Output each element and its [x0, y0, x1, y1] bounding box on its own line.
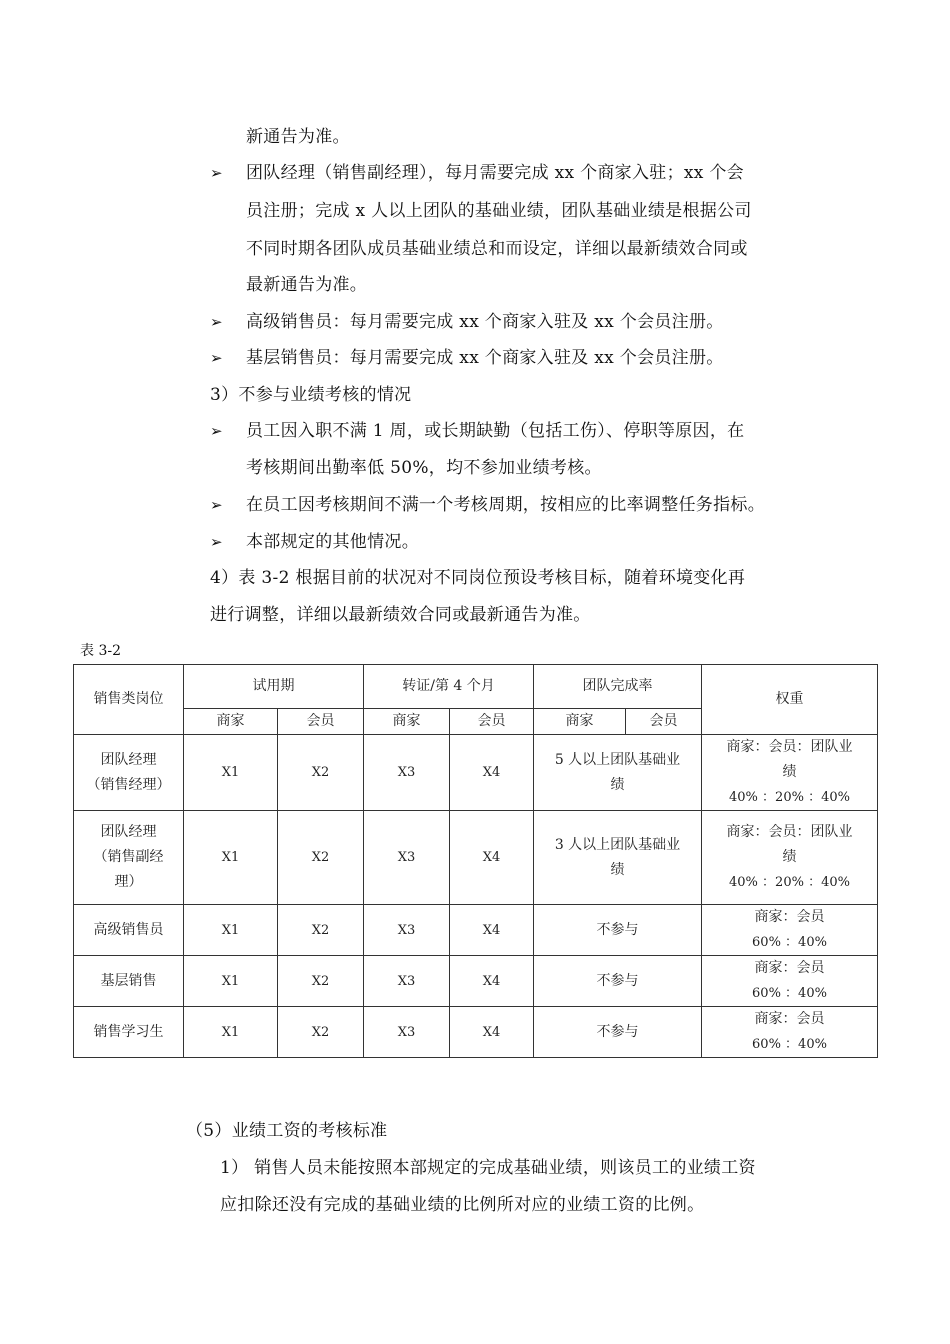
weight-ratio: 40% ：20% ：40%: [729, 875, 850, 890]
value-cell: X1: [184, 735, 278, 811]
value-cell: X1: [184, 905, 278, 956]
text-line: 新通告为准。: [246, 127, 350, 147]
bullet-arrow-icon: ➢: [210, 533, 223, 551]
table-row: [74, 811, 878, 905]
table-row: [74, 735, 878, 811]
position-cell: [74, 735, 184, 811]
weight-ratio: 60% ：40%: [752, 986, 827, 1001]
value-cell: X3: [364, 811, 450, 905]
header-weight: 权重: [702, 665, 878, 735]
text-line: 团队经理（销售副经理），每月需要完成 xx 个商家入驻；xx 个会: [246, 163, 744, 183]
value-cell: X2: [278, 905, 364, 956]
header-position: 销售类岗位: [74, 665, 184, 735]
value-cell: X3: [364, 956, 450, 1007]
bullet-arrow-icon: ➢: [210, 349, 223, 367]
assessment-table: [73, 664, 878, 1058]
value-cell: X1: [184, 1007, 278, 1058]
text-line: 考核期间出勤率低 50%，均不参加业绩考核。: [246, 458, 602, 478]
table-header-row: [74, 665, 878, 709]
text-line: 应扣除还没有完成的基础业绩的比例所对应的业绩工资的比例。: [220, 1195, 705, 1215]
weight-ratio: 60% ：40%: [752, 935, 827, 950]
header-team-rate: 团队完成率: [534, 665, 702, 709]
position-name: （销售副经: [93, 849, 164, 865]
value-cell: X4: [450, 1007, 534, 1058]
weight-text: 商家：会员: [754, 909, 825, 925]
text-line: 不同时期各团队成员基础业绩总和而设定，详细以最新绩效合同或: [246, 239, 748, 259]
team-rate-cell: 不参与: [534, 956, 702, 1007]
text-line: 员工因入职不满 1 周，或长期缺勤（包括工伤）、停职等原因，在: [246, 421, 745, 441]
value-cell: X2: [278, 1007, 364, 1058]
table-caption: 表 3-2: [80, 643, 121, 659]
team-rate-text: 绩: [610, 861, 625, 878]
header-probation: 试用期: [184, 665, 364, 709]
value-cell: X4: [450, 735, 534, 811]
weight-cell: [702, 956, 878, 1007]
weight-cell: [702, 735, 878, 811]
value-cell: X3: [364, 905, 450, 956]
weight-cell: [702, 905, 878, 956]
team-rate-text: 3 人以上团队基础业: [554, 836, 681, 853]
subheader-member: 会员: [626, 709, 702, 735]
position-name: （销售经理）: [86, 776, 171, 793]
subheader-merchant: 商家: [364, 709, 450, 735]
section-heading: （5）业绩工资的考核标准: [186, 1121, 388, 1141]
text-line: 1） 销售人员未能按照本部规定的完成基础业绩，则该员工的业绩工资: [220, 1158, 756, 1178]
position-name: 团队经理: [100, 751, 157, 768]
subheader-member: 会员: [278, 709, 364, 735]
bullet-arrow-icon: ➢: [210, 496, 223, 514]
weight-ratio: 40% ：20% ：40%: [729, 790, 850, 805]
text-line: 最新通告为准。: [246, 275, 368, 295]
position-name: 团队经理: [100, 824, 157, 840]
value-cell: X1: [184, 811, 278, 905]
subheading: 3）不参与业绩考核的情况: [210, 385, 412, 405]
weight-cell: [702, 1007, 878, 1058]
subheader-merchant: 商家: [184, 709, 278, 735]
table-row: [74, 1007, 878, 1058]
value-cell: X1: [184, 956, 278, 1007]
position-cell: 销售学习生: [74, 1007, 184, 1058]
team-rate-cell: [534, 811, 702, 905]
weight-text: 商家：会员：团队业: [726, 824, 853, 840]
value-cell: X2: [278, 735, 364, 811]
team-rate-text: 5 人以上团队基础业: [554, 751, 681, 768]
text-line: 高级销售员：每月需要完成 xx 个商家入驻及 xx 个会员注册。: [246, 312, 724, 332]
value-cell: X2: [278, 956, 364, 1007]
position-name: 理）: [114, 874, 143, 890]
team-rate-text: 绩: [610, 776, 625, 793]
table-row: [74, 956, 878, 1007]
bullet-arrow-icon: ➢: [210, 422, 223, 440]
team-rate-cell: 不参与: [534, 905, 702, 956]
text-line: 进行调整，详细以最新绩效合同或最新通告为准。: [210, 605, 591, 625]
value-cell: X3: [364, 1007, 450, 1058]
text-line: 基层销售员：每月需要完成 xx 个商家入驻及 xx 个会员注册。: [246, 348, 724, 368]
text-line: 4）表 3-2 根据目前的状况对不同岗位预设考核目标，随着环境变化再: [210, 568, 746, 588]
team-rate-cell: [534, 735, 702, 811]
position-cell: 基层销售: [74, 956, 184, 1007]
bullet-arrow-icon: ➢: [210, 164, 223, 182]
value-cell: X4: [450, 956, 534, 1007]
text-line: 本部规定的其他情况。: [246, 532, 419, 552]
bullet-arrow-icon: ➢: [210, 313, 223, 331]
position-cell: [74, 811, 184, 905]
text-line: 员注册；完成 x 人以上团队的基础业绩，团队基础业绩是根据公司: [246, 201, 752, 221]
weight-ratio: 60% ：40%: [752, 1037, 827, 1052]
weight-text: 绩: [782, 764, 797, 780]
weight-text: 商家：会员：团队业: [726, 739, 853, 755]
text-line: 在员工因考核期间不满一个考核周期，按相应的比率调整任务指标。: [246, 495, 765, 515]
team-rate-cell: 不参与: [534, 1007, 702, 1058]
weight-text: 绩: [782, 849, 797, 865]
weight-text: 商家：会员: [754, 1011, 825, 1027]
header-regular: 转证/第 4 个月: [364, 665, 534, 709]
position-cell: 高级销售员: [74, 905, 184, 956]
weight-text: 商家：会员: [754, 960, 825, 976]
value-cell: X2: [278, 811, 364, 905]
table-row: [74, 905, 878, 956]
weight-cell: [702, 811, 878, 905]
value-cell: X3: [364, 735, 450, 811]
value-cell: X4: [450, 811, 534, 905]
subheader-member: 会员: [450, 709, 534, 735]
subheader-merchant: 商家: [534, 709, 626, 735]
value-cell: X4: [450, 905, 534, 956]
